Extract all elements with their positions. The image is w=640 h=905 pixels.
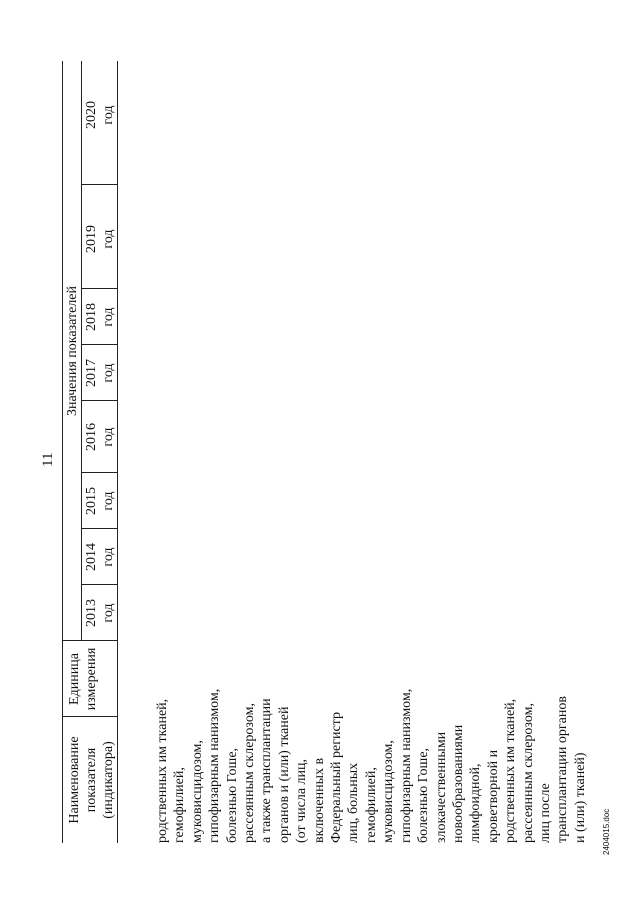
header-unit: Единица измерения bbox=[67, 647, 99, 711]
indicator-line: лиц, больных bbox=[346, 762, 362, 843]
column-divider-2015 bbox=[81, 528, 118, 529]
indicator-line: рассеянным склерозом, bbox=[242, 703, 258, 843]
indicator-line: лимфоидной, bbox=[468, 763, 484, 843]
indicator-line: гипофизарным нанизмом, bbox=[398, 688, 414, 843]
indicator-line: и (или) тканей) bbox=[572, 752, 588, 843]
indicator-line: муковисцидозом, bbox=[381, 740, 397, 843]
indicator-line: болезнью Гоше, bbox=[416, 747, 432, 843]
indicator-line: рассеянным склерозом, bbox=[520, 703, 536, 843]
header-year-2015: 2015 год bbox=[84, 487, 116, 515]
header-values-group: Значения показателей bbox=[65, 285, 80, 417]
header-year-2019: 2019 год bbox=[84, 225, 116, 253]
indicator-line: а также трансплантации bbox=[259, 698, 275, 843]
values-group-divider bbox=[81, 61, 82, 641]
header-year-2014: 2014 год bbox=[84, 543, 116, 571]
header-indicator-name: Наименование показателя (индикатора) bbox=[67, 736, 116, 824]
indicator-line: органов и (или) тканей bbox=[276, 706, 292, 843]
page-number: 11 bbox=[40, 452, 56, 467]
indicator-line: гемофилией, bbox=[172, 767, 188, 843]
indicator-line: болезнью Гоше, bbox=[224, 747, 240, 843]
column-divider-2019 bbox=[81, 288, 118, 289]
indicator-line: Федеральный регистр bbox=[329, 712, 345, 843]
header-year-2017: 2017 год bbox=[84, 359, 116, 387]
indicator-line: муковисцидозом, bbox=[189, 740, 205, 843]
indicator-line: новообразованиями bbox=[450, 724, 466, 843]
document-footer: 2404015.doc bbox=[602, 808, 611, 855]
indicator-line: родственных им тканей, bbox=[155, 698, 170, 843]
header-bottom-border bbox=[117, 61, 118, 843]
header-year-2020: 2020 год bbox=[84, 101, 116, 129]
column-divider-2017 bbox=[81, 400, 118, 401]
indicator-text bbox=[154, 583, 589, 843]
indicator-line: (от числа лиц, bbox=[294, 758, 310, 843]
column-divider-2016 bbox=[81, 472, 118, 473]
column-divider-2014 bbox=[81, 584, 118, 585]
indicator-line: лиц после bbox=[537, 783, 553, 843]
header-year-2018: 2018 год bbox=[84, 303, 116, 331]
indicator-line: гипофизарным нанизмом, bbox=[207, 688, 223, 843]
column-divider-2020 bbox=[81, 184, 118, 185]
table-top-border bbox=[62, 61, 63, 843]
header-year-2016: 2016 год bbox=[84, 423, 116, 451]
indicator-line: кроветворной и bbox=[485, 749, 501, 843]
header-year-2013: 2013 год bbox=[84, 599, 116, 627]
indicator-line: родственных им тканей, bbox=[503, 698, 519, 843]
indicator-line: включенных в bbox=[311, 757, 327, 843]
indicator-line: трансплантации органов bbox=[555, 696, 571, 843]
indicator-line: злокачественными bbox=[433, 731, 449, 843]
column-divider-2018 bbox=[81, 344, 118, 345]
indicator-line: гемофилией, bbox=[363, 767, 379, 843]
